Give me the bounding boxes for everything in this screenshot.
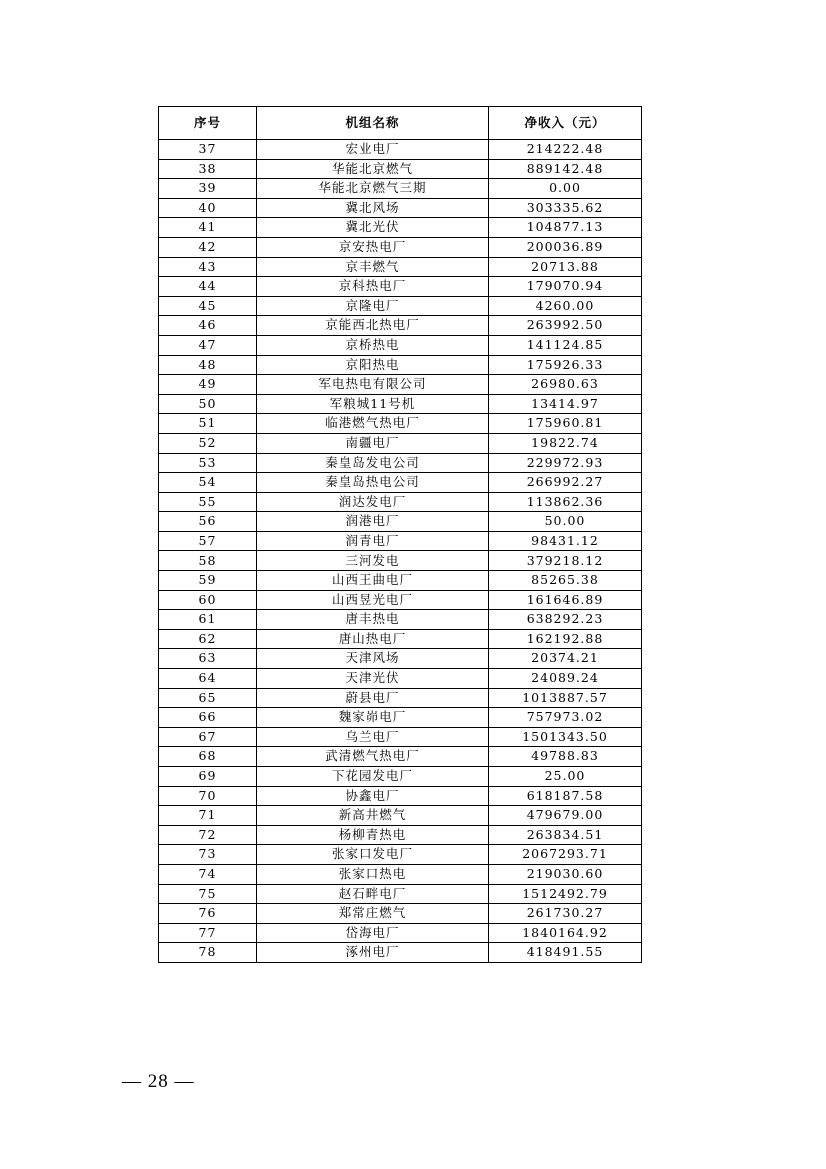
row-unit-name: 军电热电有限公司 bbox=[257, 375, 489, 395]
row-unit-name: 京科热电厂 bbox=[257, 277, 489, 297]
row-net-income: 161646.89 bbox=[489, 590, 642, 610]
table-row bbox=[159, 218, 642, 238]
row-unit-name: 宏业电厂 bbox=[257, 140, 489, 160]
row-index: 37 bbox=[159, 140, 257, 160]
row-unit-name: 郑常庄燃气 bbox=[257, 904, 489, 924]
row-unit-name: 山西昱光电厂 bbox=[257, 590, 489, 610]
row-unit-name: 山西王曲电厂 bbox=[257, 571, 489, 591]
row-unit-name: 武清燃气热电厂 bbox=[257, 747, 489, 767]
table-row bbox=[159, 688, 642, 708]
table-row bbox=[159, 649, 642, 669]
table-row bbox=[159, 296, 642, 316]
table-row bbox=[159, 512, 642, 532]
row-index: 58 bbox=[159, 551, 257, 571]
row-index: 44 bbox=[159, 277, 257, 297]
row-net-income: 50.00 bbox=[489, 512, 642, 532]
table-row bbox=[159, 335, 642, 355]
table-row bbox=[159, 277, 642, 297]
row-net-income: 229972.93 bbox=[489, 453, 642, 473]
row-index: 69 bbox=[159, 767, 257, 787]
table-row bbox=[159, 590, 642, 610]
table-row bbox=[159, 531, 642, 551]
row-unit-name: 赵石畔电厂 bbox=[257, 884, 489, 904]
row-unit-name: 润达发电厂 bbox=[257, 492, 489, 512]
row-index: 49 bbox=[159, 375, 257, 395]
row-net-income: 141124.85 bbox=[489, 335, 642, 355]
row-net-income: 162192.88 bbox=[489, 629, 642, 649]
row-net-income: 261730.27 bbox=[489, 904, 642, 924]
row-net-income: 1512492.79 bbox=[489, 884, 642, 904]
row-index: 52 bbox=[159, 433, 257, 453]
row-index: 55 bbox=[159, 492, 257, 512]
row-index: 47 bbox=[159, 335, 257, 355]
table-row bbox=[159, 923, 642, 943]
table-header-row bbox=[159, 107, 642, 140]
table-row bbox=[159, 375, 642, 395]
row-net-income: 303335.62 bbox=[489, 198, 642, 218]
table-row bbox=[159, 727, 642, 747]
row-unit-name: 华能北京燃气 bbox=[257, 159, 489, 179]
row-index: 63 bbox=[159, 649, 257, 669]
table-row bbox=[159, 669, 642, 689]
row-index: 57 bbox=[159, 531, 257, 551]
row-unit-name: 涿州电厂 bbox=[257, 943, 489, 963]
table-row bbox=[159, 629, 642, 649]
row-unit-name: 新高井燃气 bbox=[257, 806, 489, 826]
table-row bbox=[159, 394, 642, 414]
row-index: 71 bbox=[159, 806, 257, 826]
table-row bbox=[159, 414, 642, 434]
row-unit-name: 天津风场 bbox=[257, 649, 489, 669]
table-row bbox=[159, 198, 642, 218]
row-net-income: 379218.12 bbox=[489, 551, 642, 571]
row-net-income: 479679.00 bbox=[489, 806, 642, 826]
table-row bbox=[159, 767, 642, 787]
table-row bbox=[159, 140, 642, 160]
table-row bbox=[159, 571, 642, 591]
table-row bbox=[159, 159, 642, 179]
row-net-income: 113862.36 bbox=[489, 492, 642, 512]
row-net-income: 175926.33 bbox=[489, 355, 642, 375]
table-row bbox=[159, 884, 642, 904]
row-net-income: 1013887.57 bbox=[489, 688, 642, 708]
row-index: 50 bbox=[159, 394, 257, 414]
row-index: 56 bbox=[159, 512, 257, 532]
row-net-income: 757973.02 bbox=[489, 708, 642, 728]
header-index: 序号 bbox=[159, 107, 257, 140]
row-net-income: 19822.74 bbox=[489, 433, 642, 453]
row-index: 66 bbox=[159, 708, 257, 728]
row-index: 74 bbox=[159, 864, 257, 884]
row-net-income: 200036.89 bbox=[489, 237, 642, 257]
table-row bbox=[159, 551, 642, 571]
row-index: 76 bbox=[159, 904, 257, 924]
table-row bbox=[159, 825, 642, 845]
table-row bbox=[159, 355, 642, 375]
row-unit-name: 润青电厂 bbox=[257, 531, 489, 551]
page-number: — 28 — bbox=[122, 1071, 195, 1092]
row-index: 72 bbox=[159, 825, 257, 845]
row-index: 78 bbox=[159, 943, 257, 963]
table-row bbox=[159, 492, 642, 512]
row-index: 53 bbox=[159, 453, 257, 473]
row-unit-name: 润港电厂 bbox=[257, 512, 489, 532]
row-net-income: 25.00 bbox=[489, 767, 642, 787]
row-unit-name: 张家口热电 bbox=[257, 864, 489, 884]
table-row bbox=[159, 806, 642, 826]
row-unit-name: 冀北光伏 bbox=[257, 218, 489, 238]
row-index: 59 bbox=[159, 571, 257, 591]
row-unit-name: 临港燃气热电厂 bbox=[257, 414, 489, 434]
row-unit-name: 京安热电厂 bbox=[257, 237, 489, 257]
row-index: 70 bbox=[159, 786, 257, 806]
row-net-income: 2067293.71 bbox=[489, 845, 642, 865]
row-net-income: 219030.60 bbox=[489, 864, 642, 884]
row-index: 51 bbox=[159, 414, 257, 434]
row-net-income: 20713.88 bbox=[489, 257, 642, 277]
row-unit-name: 秦皇岛发电公司 bbox=[257, 453, 489, 473]
row-net-income: 0.00 bbox=[489, 179, 642, 199]
row-net-income: 618187.58 bbox=[489, 786, 642, 806]
row-net-income: 85265.38 bbox=[489, 571, 642, 591]
row-net-income: 179070.94 bbox=[489, 277, 642, 297]
row-net-income: 418491.55 bbox=[489, 943, 642, 963]
row-index: 65 bbox=[159, 688, 257, 708]
row-index: 62 bbox=[159, 629, 257, 649]
row-net-income: 20374.21 bbox=[489, 649, 642, 669]
row-index: 38 bbox=[159, 159, 257, 179]
row-unit-name: 三河发电 bbox=[257, 551, 489, 571]
row-unit-name: 杨柳青热电 bbox=[257, 825, 489, 845]
row-net-income: 26980.63 bbox=[489, 375, 642, 395]
row-net-income: 98431.12 bbox=[489, 531, 642, 551]
row-index: 41 bbox=[159, 218, 257, 238]
row-unit-name: 乌兰电厂 bbox=[257, 727, 489, 747]
row-net-income: 175960.81 bbox=[489, 414, 642, 434]
table-row bbox=[159, 943, 642, 963]
row-index: 60 bbox=[159, 590, 257, 610]
header-unit-name: 机组名称 bbox=[257, 107, 489, 140]
row-net-income: 638292.23 bbox=[489, 610, 642, 630]
row-net-income: 24089.24 bbox=[489, 669, 642, 689]
row-unit-name: 京丰燃气 bbox=[257, 257, 489, 277]
table-row bbox=[159, 610, 642, 630]
row-index: 61 bbox=[159, 610, 257, 630]
table-row bbox=[159, 904, 642, 924]
row-index: 64 bbox=[159, 669, 257, 689]
row-net-income: 13414.97 bbox=[489, 394, 642, 414]
row-unit-name: 京阳热电 bbox=[257, 355, 489, 375]
row-net-income: 263834.51 bbox=[489, 825, 642, 845]
row-unit-name: 下花园发电厂 bbox=[257, 767, 489, 787]
row-net-income: 214222.48 bbox=[489, 140, 642, 160]
revenue-table bbox=[158, 106, 642, 963]
row-unit-name: 秦皇岛热电公司 bbox=[257, 473, 489, 493]
row-net-income: 49788.83 bbox=[489, 747, 642, 767]
table-body bbox=[159, 140, 642, 963]
row-index: 67 bbox=[159, 727, 257, 747]
row-unit-name: 天津光伏 bbox=[257, 669, 489, 689]
row-index: 73 bbox=[159, 845, 257, 865]
row-unit-name: 唐山热电厂 bbox=[257, 629, 489, 649]
row-index: 48 bbox=[159, 355, 257, 375]
row-net-income: 263992.50 bbox=[489, 316, 642, 336]
row-net-income: 1501343.50 bbox=[489, 727, 642, 747]
row-index: 77 bbox=[159, 923, 257, 943]
row-net-income: 889142.48 bbox=[489, 159, 642, 179]
table-row bbox=[159, 786, 642, 806]
table-row bbox=[159, 747, 642, 767]
row-unit-name: 南疆电厂 bbox=[257, 433, 489, 453]
row-index: 68 bbox=[159, 747, 257, 767]
table-row bbox=[159, 237, 642, 257]
table-row bbox=[159, 316, 642, 336]
header-net-income: 净收入（元） bbox=[489, 107, 642, 140]
table-row bbox=[159, 179, 642, 199]
row-unit-name: 协鑫电厂 bbox=[257, 786, 489, 806]
row-index: 39 bbox=[159, 179, 257, 199]
row-index: 54 bbox=[159, 473, 257, 493]
row-unit-name: 岱海电厂 bbox=[257, 923, 489, 943]
row-unit-name: 冀北风场 bbox=[257, 198, 489, 218]
row-net-income: 1840164.92 bbox=[489, 923, 642, 943]
row-net-income: 104877.13 bbox=[489, 218, 642, 238]
row-unit-name: 京隆电厂 bbox=[257, 296, 489, 316]
row-unit-name: 军粮城11号机 bbox=[257, 394, 489, 414]
row-net-income: 266992.27 bbox=[489, 473, 642, 493]
row-unit-name: 魏家峁电厂 bbox=[257, 708, 489, 728]
table-row bbox=[159, 473, 642, 493]
row-unit-name: 张家口发电厂 bbox=[257, 845, 489, 865]
table-row bbox=[159, 257, 642, 277]
row-net-income: 4260.00 bbox=[489, 296, 642, 316]
row-unit-name: 华能北京燃气三期 bbox=[257, 179, 489, 199]
row-index: 75 bbox=[159, 884, 257, 904]
row-index: 45 bbox=[159, 296, 257, 316]
table-row bbox=[159, 708, 642, 728]
row-index: 42 bbox=[159, 237, 257, 257]
table-row bbox=[159, 433, 642, 453]
row-unit-name: 京能西北热电厂 bbox=[257, 316, 489, 336]
row-unit-name: 唐丰热电 bbox=[257, 610, 489, 630]
row-unit-name: 京桥热电 bbox=[257, 335, 489, 355]
table-row bbox=[159, 453, 642, 473]
table-row bbox=[159, 864, 642, 884]
row-unit-name: 蔚县电厂 bbox=[257, 688, 489, 708]
row-index: 40 bbox=[159, 198, 257, 218]
table-row bbox=[159, 845, 642, 865]
row-index: 46 bbox=[159, 316, 257, 336]
row-index: 43 bbox=[159, 257, 257, 277]
